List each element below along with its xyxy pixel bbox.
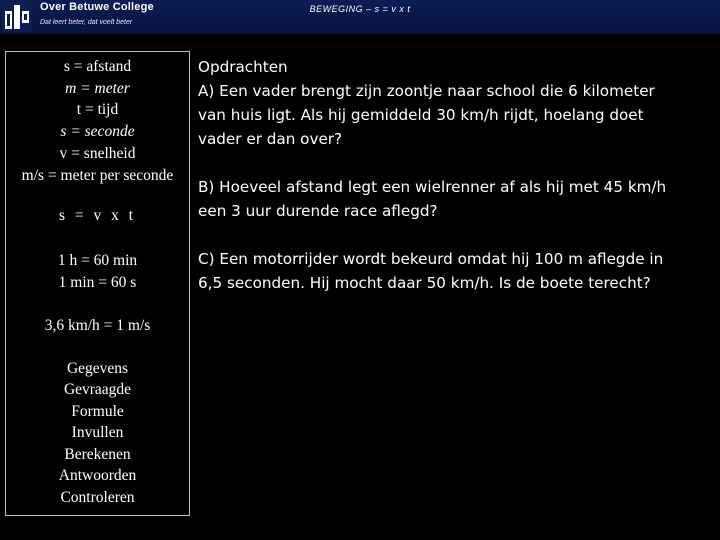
step-item: Berekenen — [64, 446, 131, 463]
header-bar — [0, 0, 720, 34]
conv-kmh-ms: 3,6 km/h = 1 m/s — [44, 317, 151, 334]
assignment-c-line: C) Een motorrijder wordt bekeurd omdat hij 100 m aflegde in — [198, 250, 664, 268]
brand-name: Over Betuwe College — [40, 1, 154, 13]
def-ms: m/s = meter per seconde — [21, 167, 174, 184]
assignment-a-line: van huis ligt. Als hij gemiddeld 30 km/h rijdt, hoelang doet — [198, 106, 644, 124]
step-item: Antwoorden — [58, 467, 137, 484]
assignment-b-line: een 3 uur durende race aflegd? — [198, 202, 438, 220]
formula-box — [5, 51, 190, 516]
step-item: Gevraagde — [63, 381, 132, 398]
assignment-a-line: A) Een vader brengt zijn zoontje naar school die 6 kilometer — [198, 82, 655, 100]
def-s-seconde: s = seconde — [60, 123, 135, 140]
assignment-b-line: B) Hoeveel afstand legt een wielrenner af als hij met 45 km/h — [198, 178, 667, 196]
step-item: Controleren — [60, 489, 135, 506]
def-t-tijd: t = tijd — [76, 101, 119, 118]
assignments-heading: Opdrachten — [198, 58, 288, 76]
slide-title: BEWEGING – s = v x t — [309, 4, 411, 14]
step-item: Invullen — [71, 424, 124, 441]
assignment-c-line: 6,5 seconden. Hij mocht daar 50 km/h. Is de boete terecht? — [198, 274, 651, 292]
assignment-a-line: vader er dan over? — [198, 130, 343, 148]
formula-svt: s = v x t — [58, 207, 137, 224]
step-item: Gegevens — [66, 360, 129, 377]
step-item: Formule — [71, 403, 124, 420]
def-v-snelheid: v = snelheid — [59, 145, 136, 162]
def-s-afstand: s = afstand — [63, 58, 132, 75]
def-m-meter: m = meter — [65, 80, 130, 97]
conv-min-s: 1 min = 60 s — [58, 274, 137, 291]
brand-tagline: Dat leert beter, dat voelt beter — [40, 19, 133, 26]
conv-h-min: 1 h = 60 min — [57, 252, 138, 269]
